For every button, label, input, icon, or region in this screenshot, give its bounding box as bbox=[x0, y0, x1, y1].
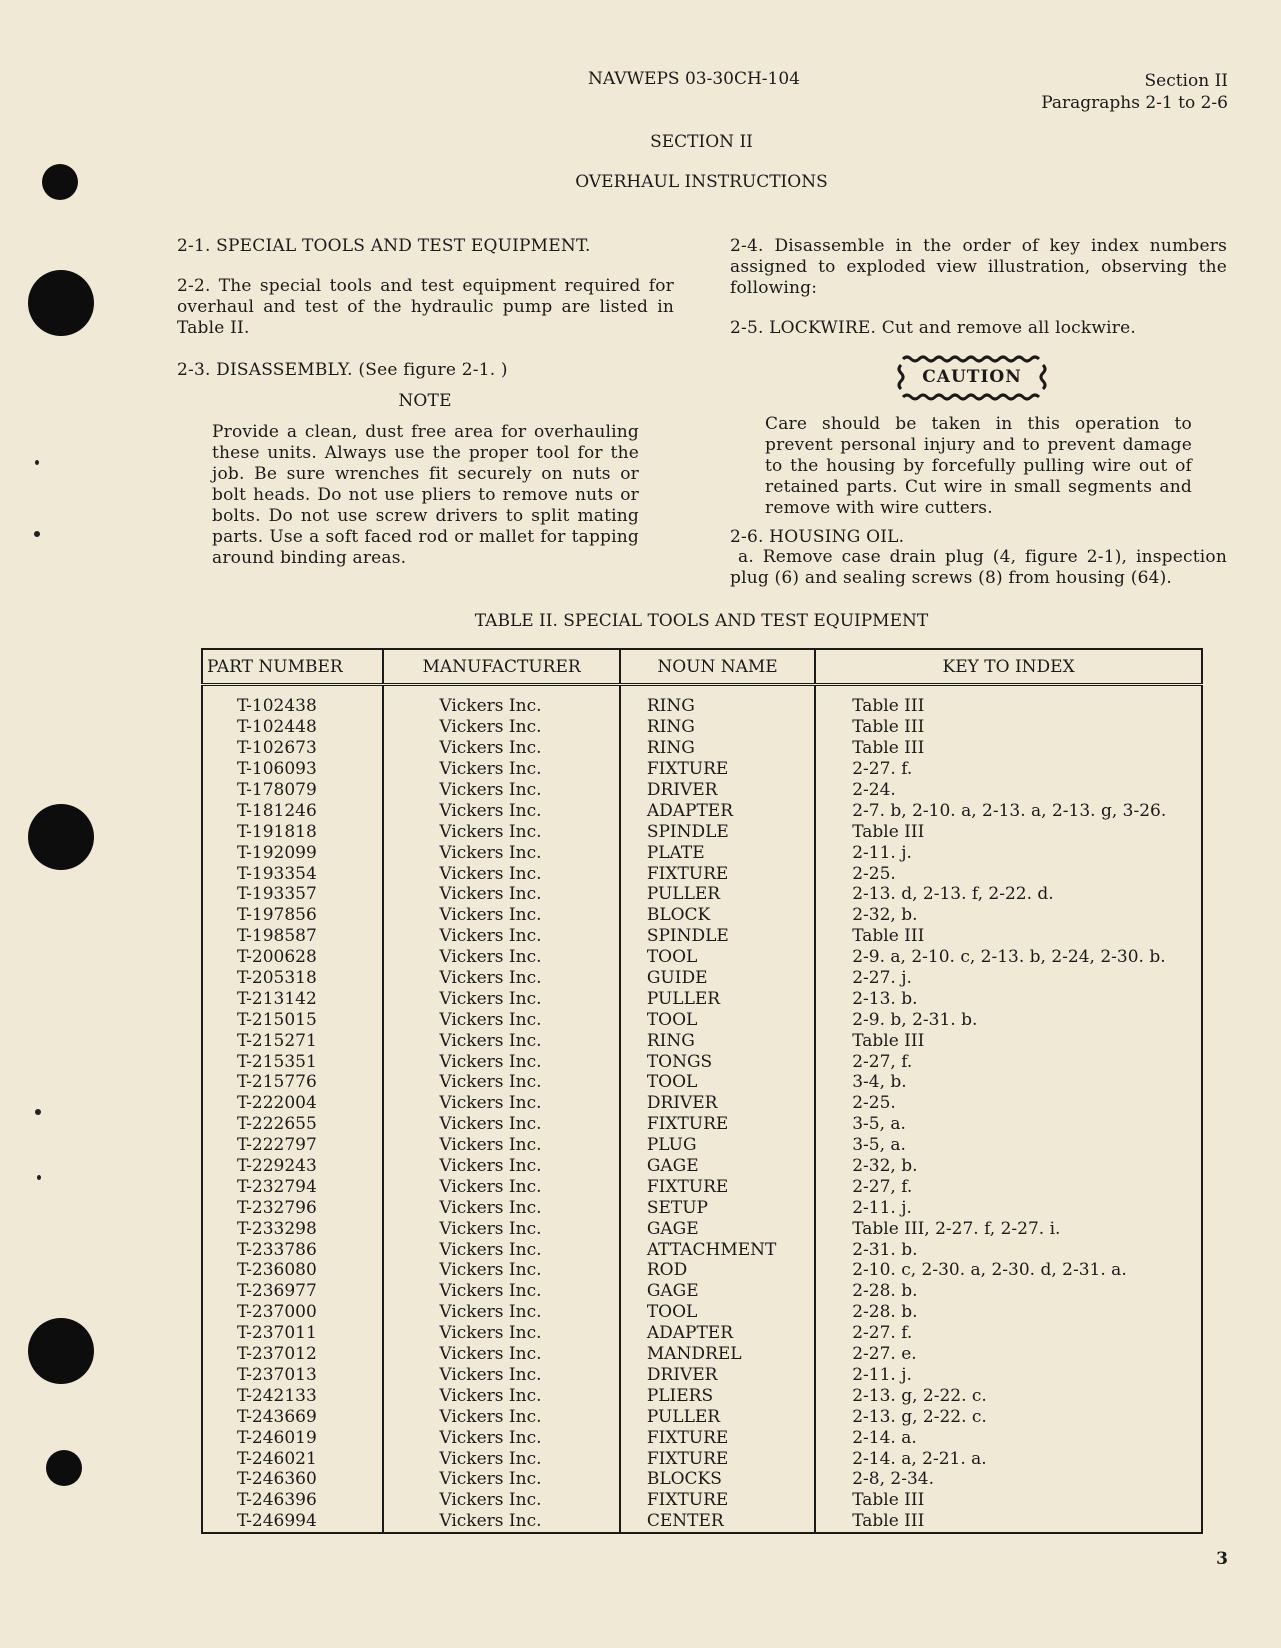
note-text: Provide a clean, dust free area for overhauling these units. Always use the proper tool for the job. Be sure wrenches fit securely on nuts or bolt heads. Do not use pliers to remove nuts or bolts. Do not use screw drivers to split mating parts. Use a soft faced rod or mallet for tapping around binding areas. bbox=[212, 422, 639, 568]
table-row bbox=[202, 1135, 1202, 1156]
key-to-index-cell: 2-28. b. bbox=[815, 1281, 1202, 1302]
table-row bbox=[202, 926, 1202, 947]
manufacturer-cell: Vickers Inc. bbox=[383, 1197, 619, 1218]
table-row bbox=[202, 884, 1202, 905]
key-to-index-cell: 2-32, b. bbox=[815, 905, 1202, 926]
noun-name-cell: FIXTURE bbox=[620, 863, 815, 884]
manufacturer-cell: Vickers Inc. bbox=[383, 1135, 619, 1156]
speck bbox=[35, 460, 39, 465]
paragraph-2-6: 2-6. HOUSING OIL. bbox=[730, 527, 905, 547]
noun-name-cell: ATTACHMENT bbox=[620, 1239, 815, 1260]
table-caption: TABLE II. SPECIAL TOOLS AND TEST EQUIPMENT bbox=[474, 611, 929, 631]
part-number-cell: T-236080 bbox=[202, 1260, 383, 1281]
speck bbox=[34, 531, 40, 537]
part-number-cell: T-198587 bbox=[202, 926, 383, 947]
part-number-cell: T-236977 bbox=[202, 1281, 383, 1302]
manufacturer-cell: Vickers Inc. bbox=[383, 968, 619, 989]
table-row bbox=[202, 1218, 1202, 1239]
table-row bbox=[202, 1511, 1202, 1533]
manufacturer-cell: Vickers Inc. bbox=[383, 696, 619, 717]
column-header-part-number: PART NUMBER bbox=[202, 649, 383, 685]
special-tools-table bbox=[201, 648, 1203, 1534]
noun-name-cell: RING bbox=[620, 717, 815, 738]
part-number-cell: T-193357 bbox=[202, 884, 383, 905]
table-row bbox=[202, 968, 1202, 989]
key-to-index-cell: Table III, 2-27. f, 2-27. i. bbox=[815, 1218, 1202, 1239]
table-row bbox=[202, 1197, 1202, 1218]
part-number-cell: T-233786 bbox=[202, 1239, 383, 1260]
section-subtitle: OVERHAUL INSTRUCTIONS bbox=[575, 172, 828, 192]
manufacturer-cell: Vickers Inc. bbox=[383, 1344, 619, 1365]
key-to-index-cell: 2-11. j. bbox=[815, 1197, 1202, 1218]
noun-name-cell: TOOL bbox=[620, 947, 815, 968]
manufacturer-cell: Vickers Inc. bbox=[383, 842, 619, 863]
manufacturer-cell: Vickers Inc. bbox=[383, 1323, 619, 1344]
manufacturer-cell: Vickers Inc. bbox=[383, 1072, 619, 1093]
key-to-index-cell: 3-5, a. bbox=[815, 1114, 1202, 1135]
manufacturer-cell: Vickers Inc. bbox=[383, 780, 619, 801]
noun-name-cell: ADAPTER bbox=[620, 800, 815, 821]
noun-name-cell: TONGS bbox=[620, 1051, 815, 1072]
table-row bbox=[202, 1072, 1202, 1093]
table-row bbox=[202, 842, 1202, 863]
key-to-index-cell: 2-14. a. bbox=[815, 1427, 1202, 1448]
key-to-index-cell: Table III bbox=[815, 821, 1202, 842]
paragraph-2-6-a: a. Remove case drain plug (4, figure 2-1), inspection plug (6) and sealing screws (8) from housing (64). bbox=[730, 547, 1227, 588]
manufacturer-cell: Vickers Inc. bbox=[383, 800, 619, 821]
manufacturer-cell: Vickers Inc. bbox=[383, 717, 619, 738]
table-row bbox=[202, 821, 1202, 842]
key-to-index-cell: 2-28. b. bbox=[815, 1302, 1202, 1323]
table-row bbox=[202, 759, 1202, 780]
table-header-row bbox=[202, 649, 1202, 685]
table-row bbox=[202, 988, 1202, 1009]
manufacturer-cell: Vickers Inc. bbox=[383, 926, 619, 947]
manufacturer-cell: Vickers Inc. bbox=[383, 988, 619, 1009]
part-number-cell: T-243669 bbox=[202, 1406, 383, 1427]
manufacturer-cell: Vickers Inc. bbox=[383, 1030, 619, 1051]
key-to-index-cell: 2-31. b. bbox=[815, 1239, 1202, 1260]
manufacturer-cell: Vickers Inc. bbox=[383, 1239, 619, 1260]
noun-name-cell: PULLER bbox=[620, 884, 815, 905]
manufacturer-cell: Vickers Inc. bbox=[383, 905, 619, 926]
noun-name-cell: MANDREL bbox=[620, 1344, 815, 1365]
part-number-cell: T-215776 bbox=[202, 1072, 383, 1093]
table-row bbox=[202, 1385, 1202, 1406]
key-to-index-cell: 2-27, f. bbox=[815, 1051, 1202, 1072]
key-to-index-cell: 2-25. bbox=[815, 1093, 1202, 1114]
section-label: Section II bbox=[1144, 71, 1228, 91]
key-to-index-cell: 2-13. g, 2-22. c. bbox=[815, 1406, 1202, 1427]
binder-hole bbox=[28, 1318, 94, 1384]
key-to-index-cell: 2-11. j. bbox=[815, 1365, 1202, 1386]
noun-name-cell: GAGE bbox=[620, 1156, 815, 1177]
noun-name-cell: FIXTURE bbox=[620, 759, 815, 780]
manufacturer-cell: Vickers Inc. bbox=[383, 759, 619, 780]
speck bbox=[35, 1109, 41, 1115]
key-to-index-cell: 2-9. b, 2-31. b. bbox=[815, 1009, 1202, 1030]
binder-hole bbox=[28, 270, 94, 336]
part-number-cell: T-197856 bbox=[202, 905, 383, 926]
table-row bbox=[202, 1114, 1202, 1135]
key-to-index-cell: 2-13. b. bbox=[815, 988, 1202, 1009]
part-number-cell: T-215015 bbox=[202, 1009, 383, 1030]
part-number-cell: T-215351 bbox=[202, 1051, 383, 1072]
key-to-index-cell: 2-27. f. bbox=[815, 1323, 1202, 1344]
noun-name-cell: PULLER bbox=[620, 988, 815, 1009]
part-number-cell: T-246396 bbox=[202, 1490, 383, 1511]
part-number-cell: T-102448 bbox=[202, 717, 383, 738]
key-to-index-cell: 2-27. e. bbox=[815, 1344, 1202, 1365]
section-title: SECTION II bbox=[650, 132, 753, 152]
table-row bbox=[202, 1302, 1202, 1323]
table-row bbox=[202, 905, 1202, 926]
part-number-cell: T-200628 bbox=[202, 947, 383, 968]
noun-name-cell: ADAPTER bbox=[620, 1323, 815, 1344]
key-to-index-cell: 2-27. j. bbox=[815, 968, 1202, 989]
part-number-cell: T-222004 bbox=[202, 1093, 383, 1114]
page-number: 3 bbox=[1216, 1549, 1228, 1569]
manufacturer-cell: Vickers Inc. bbox=[383, 1406, 619, 1427]
table-row bbox=[202, 1469, 1202, 1490]
table-row bbox=[202, 1239, 1202, 1260]
key-to-index-cell: 2-13. g, 2-22. c. bbox=[815, 1385, 1202, 1406]
part-number-cell: T-246994 bbox=[202, 1511, 383, 1533]
manufacturer-cell: Vickers Inc. bbox=[383, 947, 619, 968]
noun-name-cell: TOOL bbox=[620, 1302, 815, 1323]
noun-name-cell: FIXTURE bbox=[620, 1490, 815, 1511]
noun-name-cell: FIXTURE bbox=[620, 1114, 815, 1135]
speck bbox=[37, 1175, 41, 1180]
noun-name-cell: RING bbox=[620, 1030, 815, 1051]
part-number-cell: T-178079 bbox=[202, 780, 383, 801]
part-number-cell: T-237012 bbox=[202, 1344, 383, 1365]
part-number-cell: T-102673 bbox=[202, 738, 383, 759]
part-number-cell: T-237011 bbox=[202, 1323, 383, 1344]
noun-name-cell: TOOL bbox=[620, 1009, 815, 1030]
part-number-cell: T-232796 bbox=[202, 1197, 383, 1218]
manufacturer-cell: Vickers Inc. bbox=[383, 1281, 619, 1302]
paragraph-2-3: 2-3. DISASSEMBLY. (See figure 2-1. ) bbox=[177, 360, 508, 380]
manufacturer-cell: Vickers Inc. bbox=[383, 1302, 619, 1323]
table-row bbox=[202, 1344, 1202, 1365]
key-to-index-cell: 2-32, b. bbox=[815, 1156, 1202, 1177]
table-row bbox=[202, 1406, 1202, 1427]
caution-box bbox=[897, 355, 1047, 401]
table-row bbox=[202, 1260, 1202, 1281]
part-number-cell: T-222655 bbox=[202, 1114, 383, 1135]
noun-name-cell: PLUG bbox=[620, 1135, 815, 1156]
table-row bbox=[202, 863, 1202, 884]
part-number-cell: T-205318 bbox=[202, 968, 383, 989]
manufacturer-cell: Vickers Inc. bbox=[383, 1490, 619, 1511]
noun-name-cell: ROD bbox=[620, 1260, 815, 1281]
part-number-cell: T-246360 bbox=[202, 1469, 383, 1490]
key-to-index-cell: 3-5, a. bbox=[815, 1135, 1202, 1156]
manufacturer-cell: Vickers Inc. bbox=[383, 1114, 619, 1135]
table-row bbox=[202, 1365, 1202, 1386]
noun-name-cell: GAGE bbox=[620, 1281, 815, 1302]
manufacturer-cell: Vickers Inc. bbox=[383, 1093, 619, 1114]
manufacturer-cell: Vickers Inc. bbox=[383, 884, 619, 905]
noun-name-cell: SETUP bbox=[620, 1197, 815, 1218]
key-to-index-cell: 2-7. b, 2-10. a, 2-13. a, 2-13. g, 3-26. bbox=[815, 800, 1202, 821]
noun-name-cell: RING bbox=[620, 696, 815, 717]
table-row bbox=[202, 1009, 1202, 1030]
manufacturer-cell: Vickers Inc. bbox=[383, 1385, 619, 1406]
noun-name-cell: RING bbox=[620, 738, 815, 759]
noun-name-cell: GAGE bbox=[620, 1218, 815, 1239]
part-number-cell: T-192099 bbox=[202, 842, 383, 863]
noun-name-cell: PLATE bbox=[620, 842, 815, 863]
part-number-cell: T-229243 bbox=[202, 1156, 383, 1177]
noun-name-cell: DRIVER bbox=[620, 1365, 815, 1386]
table-row bbox=[202, 780, 1202, 801]
part-number-cell: T-213142 bbox=[202, 988, 383, 1009]
part-number-cell: T-222797 bbox=[202, 1135, 383, 1156]
table-row bbox=[202, 738, 1202, 759]
manufacturer-cell: Vickers Inc. bbox=[383, 1009, 619, 1030]
key-to-index-cell: 3-4, b. bbox=[815, 1072, 1202, 1093]
paragraph-2-2: 2-2. The special tools and test equipment required for overhaul and test of the hydraulic pump are listed in Table II. bbox=[177, 276, 674, 338]
part-number-cell: T-237000 bbox=[202, 1302, 383, 1323]
manufacturer-cell: Vickers Inc. bbox=[383, 821, 619, 842]
key-to-index-cell: Table III bbox=[815, 926, 1202, 947]
manufacturer-cell: Vickers Inc. bbox=[383, 1511, 619, 1533]
key-to-index-cell: 2-27, f. bbox=[815, 1176, 1202, 1197]
table-row bbox=[202, 1490, 1202, 1511]
key-to-index-cell: 2-27. f. bbox=[815, 759, 1202, 780]
key-to-index-cell: 2-10. c, 2-30. a, 2-30. d, 2-31. a. bbox=[815, 1260, 1202, 1281]
table-row bbox=[202, 696, 1202, 717]
noun-name-cell: FIXTURE bbox=[620, 1427, 815, 1448]
table-row bbox=[202, 1093, 1202, 1114]
caution-text: Care should be taken in this operation to prevent personal injury and to prevent damage to the housing by forcefully pulling wire out of retained parts. Cut wire in small segments and remove with wire cutters. bbox=[765, 414, 1192, 518]
table-row bbox=[202, 1427, 1202, 1448]
part-number-cell: T-181246 bbox=[202, 800, 383, 821]
part-number-cell: T-246021 bbox=[202, 1448, 383, 1469]
manufacturer-cell: Vickers Inc. bbox=[383, 863, 619, 884]
noun-name-cell: SPINDLE bbox=[620, 926, 815, 947]
noun-name-cell: FIXTURE bbox=[620, 1176, 815, 1197]
noun-name-cell: BLOCK bbox=[620, 905, 815, 926]
manufacturer-cell: Vickers Inc. bbox=[383, 1176, 619, 1197]
table-row bbox=[202, 1448, 1202, 1469]
key-to-index-cell: Table III bbox=[815, 1511, 1202, 1533]
table-row bbox=[202, 717, 1202, 738]
key-to-index-cell: 2-24. bbox=[815, 780, 1202, 801]
part-number-cell: T-191818 bbox=[202, 821, 383, 842]
key-to-index-cell: Table III bbox=[815, 696, 1202, 717]
key-to-index-cell: Table III bbox=[815, 717, 1202, 738]
caution-label: CAUTION bbox=[922, 367, 1022, 387]
key-to-index-cell: 2-11. j. bbox=[815, 842, 1202, 863]
key-to-index-cell: Table III bbox=[815, 1490, 1202, 1511]
key-to-index-cell: 2-25. bbox=[815, 863, 1202, 884]
binder-hole bbox=[46, 1450, 82, 1486]
noun-name-cell: CENTER bbox=[620, 1511, 815, 1533]
note-heading: NOTE bbox=[398, 391, 452, 411]
manufacturer-cell: Vickers Inc. bbox=[383, 1469, 619, 1490]
table-row bbox=[202, 947, 1202, 968]
key-to-index-cell: 2-14. a, 2-21. a. bbox=[815, 1448, 1202, 1469]
column-header-manufacturer: MANUFACTURER bbox=[383, 649, 619, 685]
manufacturer-cell: Vickers Inc. bbox=[383, 738, 619, 759]
paragraph-2-1: 2-1. SPECIAL TOOLS AND TEST EQUIPMENT. bbox=[177, 236, 591, 256]
key-to-index-cell: 2-13. d, 2-13. f, 2-22. d. bbox=[815, 884, 1202, 905]
manufacturer-cell: Vickers Inc. bbox=[383, 1365, 619, 1386]
manufacturer-cell: Vickers Inc. bbox=[383, 1051, 619, 1072]
manufacturer-cell: Vickers Inc. bbox=[383, 1260, 619, 1281]
noun-name-cell: TOOL bbox=[620, 1072, 815, 1093]
table-spacer-row bbox=[202, 685, 1202, 697]
table-row bbox=[202, 1281, 1202, 1302]
key-to-index-cell: 2-9. a, 2-10. c, 2-13. b, 2-24, 2-30. b. bbox=[815, 947, 1202, 968]
part-number-cell: T-237013 bbox=[202, 1365, 383, 1386]
noun-name-cell: PLIERS bbox=[620, 1385, 815, 1406]
key-to-index-cell: Table III bbox=[815, 1030, 1202, 1051]
part-number-cell: T-233298 bbox=[202, 1218, 383, 1239]
part-number-cell: T-246019 bbox=[202, 1427, 383, 1448]
part-number-cell: T-193354 bbox=[202, 863, 383, 884]
document-number: NAVWEPS 03-30CH-104 bbox=[588, 69, 800, 89]
table-row bbox=[202, 1156, 1202, 1177]
key-to-index-cell: Table III bbox=[815, 738, 1202, 759]
table-row bbox=[202, 1323, 1202, 1344]
paragraph-2-5: 2-5. LOCKWIRE. Cut and remove all lockwire. bbox=[730, 318, 1136, 338]
part-number-cell: T-106093 bbox=[202, 759, 383, 780]
column-header-noun-name: NOUN NAME bbox=[620, 649, 815, 685]
manufacturer-cell: Vickers Inc. bbox=[383, 1156, 619, 1177]
table-body bbox=[202, 685, 1202, 1533]
noun-name-cell: BLOCKS bbox=[620, 1469, 815, 1490]
binder-hole bbox=[28, 804, 94, 870]
part-number-cell: T-232794 bbox=[202, 1176, 383, 1197]
table-row bbox=[202, 1176, 1202, 1197]
table-row bbox=[202, 800, 1202, 821]
part-number-cell: T-102438 bbox=[202, 696, 383, 717]
noun-name-cell: SPINDLE bbox=[620, 821, 815, 842]
noun-name-cell: PULLER bbox=[620, 1406, 815, 1427]
paragraph-2-4: 2-4. Disassemble in the order of key index numbers assigned to exploded view illustration, observing the following: bbox=[730, 236, 1227, 298]
table-row bbox=[202, 1051, 1202, 1072]
manufacturer-cell: Vickers Inc. bbox=[383, 1448, 619, 1469]
manufacturer-cell: Vickers Inc. bbox=[383, 1218, 619, 1239]
column-header-key-to-index: KEY TO INDEX bbox=[815, 649, 1202, 685]
noun-name-cell: DRIVER bbox=[620, 1093, 815, 1114]
part-number-cell: T-242133 bbox=[202, 1385, 383, 1406]
key-to-index-cell: 2-8, 2-34. bbox=[815, 1469, 1202, 1490]
noun-name-cell: FIXTURE bbox=[620, 1448, 815, 1469]
part-number-cell: T-215271 bbox=[202, 1030, 383, 1051]
manufacturer-cell: Vickers Inc. bbox=[383, 1427, 619, 1448]
noun-name-cell: GUIDE bbox=[620, 968, 815, 989]
table-row bbox=[202, 1030, 1202, 1051]
paragraphs-label: Paragraphs 2-1 to 2-6 bbox=[1041, 93, 1228, 113]
noun-name-cell: DRIVER bbox=[620, 780, 815, 801]
